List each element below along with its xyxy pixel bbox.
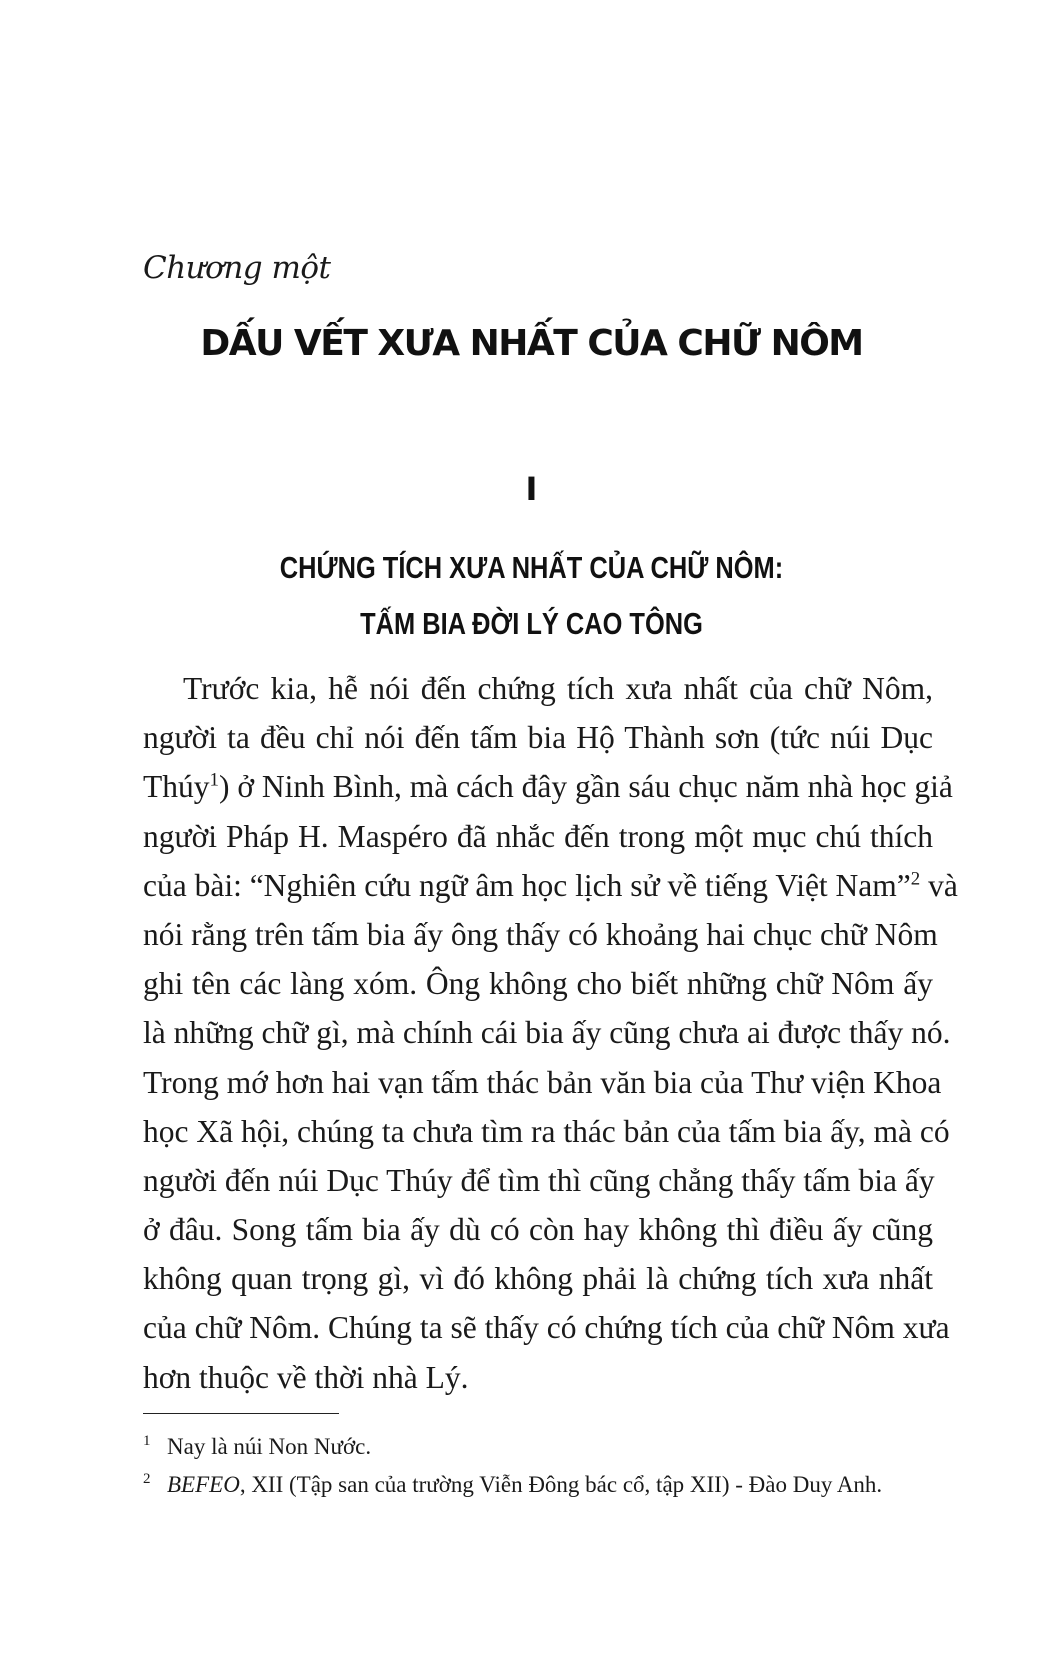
body-line-segment: của bài: “Nghiên cứu ngữ âm học lịch sử về tiếng Việt Nam”: [143, 867, 911, 903]
body-line: [143, 861, 958, 910]
body-line: người đến núi Dục Thúy để tìm thì cũng chẳng thấy tấm bia ấy: [143, 1162, 935, 1198]
body-line: [143, 762, 953, 811]
footnote-ref-2[interactable]: 2: [910, 868, 921, 890]
body-line: Trước kia, hễ nói đến chứng tích xưa nhất của chữ Nôm,: [183, 671, 933, 706]
footnotes: [143, 1428, 943, 1504]
section-heading-line-1: CHỨNG TÍCH XƯA NHẤT CỦA CHỮ NÔM:: [279, 550, 784, 585]
body-paragraph: [143, 664, 958, 1402]
body-line: học Xã hội, chúng ta chưa tìm ra thác bản của tấm bia ấy, mà có: [143, 1113, 950, 1149]
body-line-segment: ) ở Ninh Bình, mà cách đây gần sáu chục năm nhà học giả: [218, 769, 953, 805]
section-numeral: I: [525, 470, 538, 508]
footnote-text: , XII (Tập san của trường Viễn Đông bác cổ, tập XII) - Đào Duy Anh.: [239, 1472, 883, 1497]
body-line: hơn thuộc về thời nhà Lý.: [143, 1359, 469, 1395]
footnote-text: Nay là núi Non Nước.: [167, 1434, 372, 1459]
body-line-segment: Thúy: [143, 769, 210, 805]
footnote-2: 2 BEFEO, XII (Tập san của trường Viễn Đông bác cổ, tập XII) - Đào Duy Anh.: [143, 1471, 883, 1497]
footnote-ref-1[interactable]: 1: [209, 769, 219, 791]
body-line: người Pháp H. Maspéro đã nhắc đến trong một mục chú thích: [143, 818, 933, 854]
chapter-title: DẤU VẾT XƯA NHẤT CỦA CHỮ NÔM: [200, 323, 863, 364]
body-line: không quan trọng gì, vì đó không phải là chứng tích xưa nhất: [143, 1261, 933, 1297]
body-line: là những chữ gì, mà chính cái bia ấy cũng chưa ai được thấy nó.: [143, 1015, 951, 1051]
section-heading-line-2: TẤM BIA ĐỜI LÝ CAO TÔNG: [360, 606, 703, 641]
body-line: nói rằng trên tấm bia ấy ông thấy có khoảng hai chục chữ Nôm: [143, 916, 938, 952]
chapter-label: Chương một: [143, 250, 331, 286]
body-line: của chữ Nôm. Chúng ta sẽ thấy có chứng tích của chữ Nôm xưa: [143, 1310, 950, 1346]
body-line: ở đâu. Song tấm bia ấy dù có còn hay không thì điều ấy cũng: [143, 1212, 933, 1248]
footnote-1: 1 Nay là núi Non Nước.: [143, 1433, 372, 1459]
section-heading: [96, 540, 968, 652]
footnote-journal-title: BEFEO: [167, 1472, 240, 1497]
body-line-segment: và: [920, 867, 958, 903]
footnote-divider: [143, 1413, 339, 1414]
body-line: người ta đều chỉ nói đến tấm bia Hộ Thành sơn (tức núi Dục: [143, 720, 933, 756]
body-line: ghi tên các làng xóm. Ông không cho biết những chữ Nôm ấy: [143, 966, 933, 1002]
body-line: Trong mớ hơn hai vạn tấm thác bản văn bia của Thư viện Khoa: [143, 1064, 942, 1100]
